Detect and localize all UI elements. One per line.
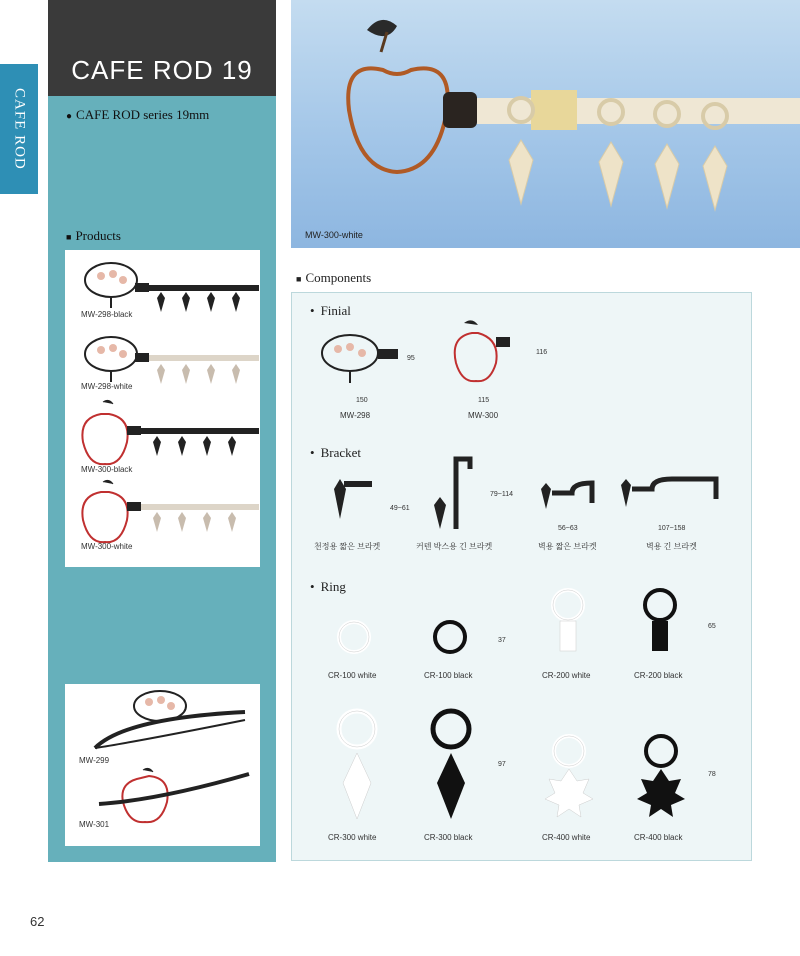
hero-rod-illustration	[291, 0, 800, 248]
ring-dim: 97	[498, 761, 506, 768]
products-heading: ■ Products	[66, 228, 121, 244]
bracket-dim: 107~158	[658, 525, 686, 532]
product-mw300-black-image	[73, 398, 263, 473]
holdback-label: MW-301	[79, 820, 110, 829]
ring-cr100-white-icon	[334, 619, 374, 659]
product-label: MW-300-white	[81, 542, 133, 551]
hero-photo	[291, 0, 800, 248]
components-heading: ■ Components	[296, 270, 371, 286]
ring-dim: 78	[708, 771, 716, 778]
holdback-label: MW-299	[79, 756, 110, 765]
bracket-ceiling-short-icon	[330, 471, 380, 531]
bracket-dim: 79~114	[490, 491, 514, 498]
components-panel	[291, 292, 752, 861]
ring-cr100-black-icon	[430, 619, 470, 659]
bracket-label: 커텐 박스용 긴 브라켓	[416, 542, 493, 551]
ring-cr200-white-icon	[548, 587, 588, 657]
bracket-heading: • Bracket	[310, 445, 361, 461]
page-number: 62	[30, 914, 45, 929]
product-label: MW-298-black	[81, 310, 133, 319]
bracket-label: 벽용 긴 브라켓	[646, 542, 697, 551]
product-mw298-white-image	[73, 332, 263, 402]
bracket-wall-long-icon	[620, 475, 720, 515]
ring-cr300-black-icon	[426, 707, 476, 827]
ring-label: CR-400 black	[634, 833, 683, 842]
hero-label: MW-300-white	[305, 230, 363, 240]
ring-cr200-black-icon	[640, 587, 680, 657]
ring-label: CR-300 white	[328, 833, 377, 842]
product-label: MW-298-white	[81, 382, 133, 391]
ring-label: CR-300 black	[424, 833, 473, 842]
finial-label: MW-300	[468, 411, 499, 420]
bracket-box-long-icon	[430, 455, 480, 535]
ring-dim: 65	[708, 623, 716, 630]
ring-heading: • Ring	[310, 579, 346, 595]
section-tab-label: CAFE ROD	[11, 88, 28, 170]
bracket-wall-short-icon	[540, 479, 600, 519]
products-panel	[65, 250, 260, 567]
ring-label: CR-200 black	[634, 671, 683, 680]
finial-mw300-icon	[452, 317, 522, 387]
finial-heading: • Finial	[310, 303, 351, 319]
page-title: CAFE ROD 19	[71, 55, 253, 85]
ring-cr400-black-icon	[636, 733, 686, 823]
ring-label: CR-100 white	[328, 671, 377, 680]
bracket-dim: 49~61	[390, 505, 410, 512]
bracket-label: 천정용 짧은 브라켓	[314, 542, 381, 551]
ring-label: CR-200 white	[542, 671, 591, 680]
holdbacks-panel	[65, 684, 260, 846]
ring-cr300-white-icon	[332, 707, 382, 827]
finial-label: MW-298	[340, 411, 371, 420]
ring-cr400-white-icon	[544, 733, 594, 823]
bracket-label: 벽용 짧은 브라켓	[538, 542, 597, 551]
ring-label: CR-400 white	[542, 833, 591, 842]
product-label: MW-300-black	[81, 465, 133, 474]
title-band	[48, 0, 276, 96]
finial-mw298-height: 95	[407, 355, 415, 362]
bracket-dim: 56~63	[558, 525, 578, 532]
finial-mw298-icon	[316, 331, 406, 387]
holdback-mw299-image	[85, 688, 255, 763]
ring-label: CR-100 black	[424, 671, 473, 680]
finial-mw300-height: 116	[536, 349, 548, 356]
finial-mw300-width: 115	[478, 397, 490, 404]
holdback-mw301-image	[95, 764, 255, 839]
ring-dim: 37	[498, 637, 506, 644]
section-tab	[0, 64, 38, 194]
finial-mw298-width: 150	[356, 397, 368, 404]
series-subtitle: ● CAFE ROD series 19mm	[66, 107, 209, 123]
